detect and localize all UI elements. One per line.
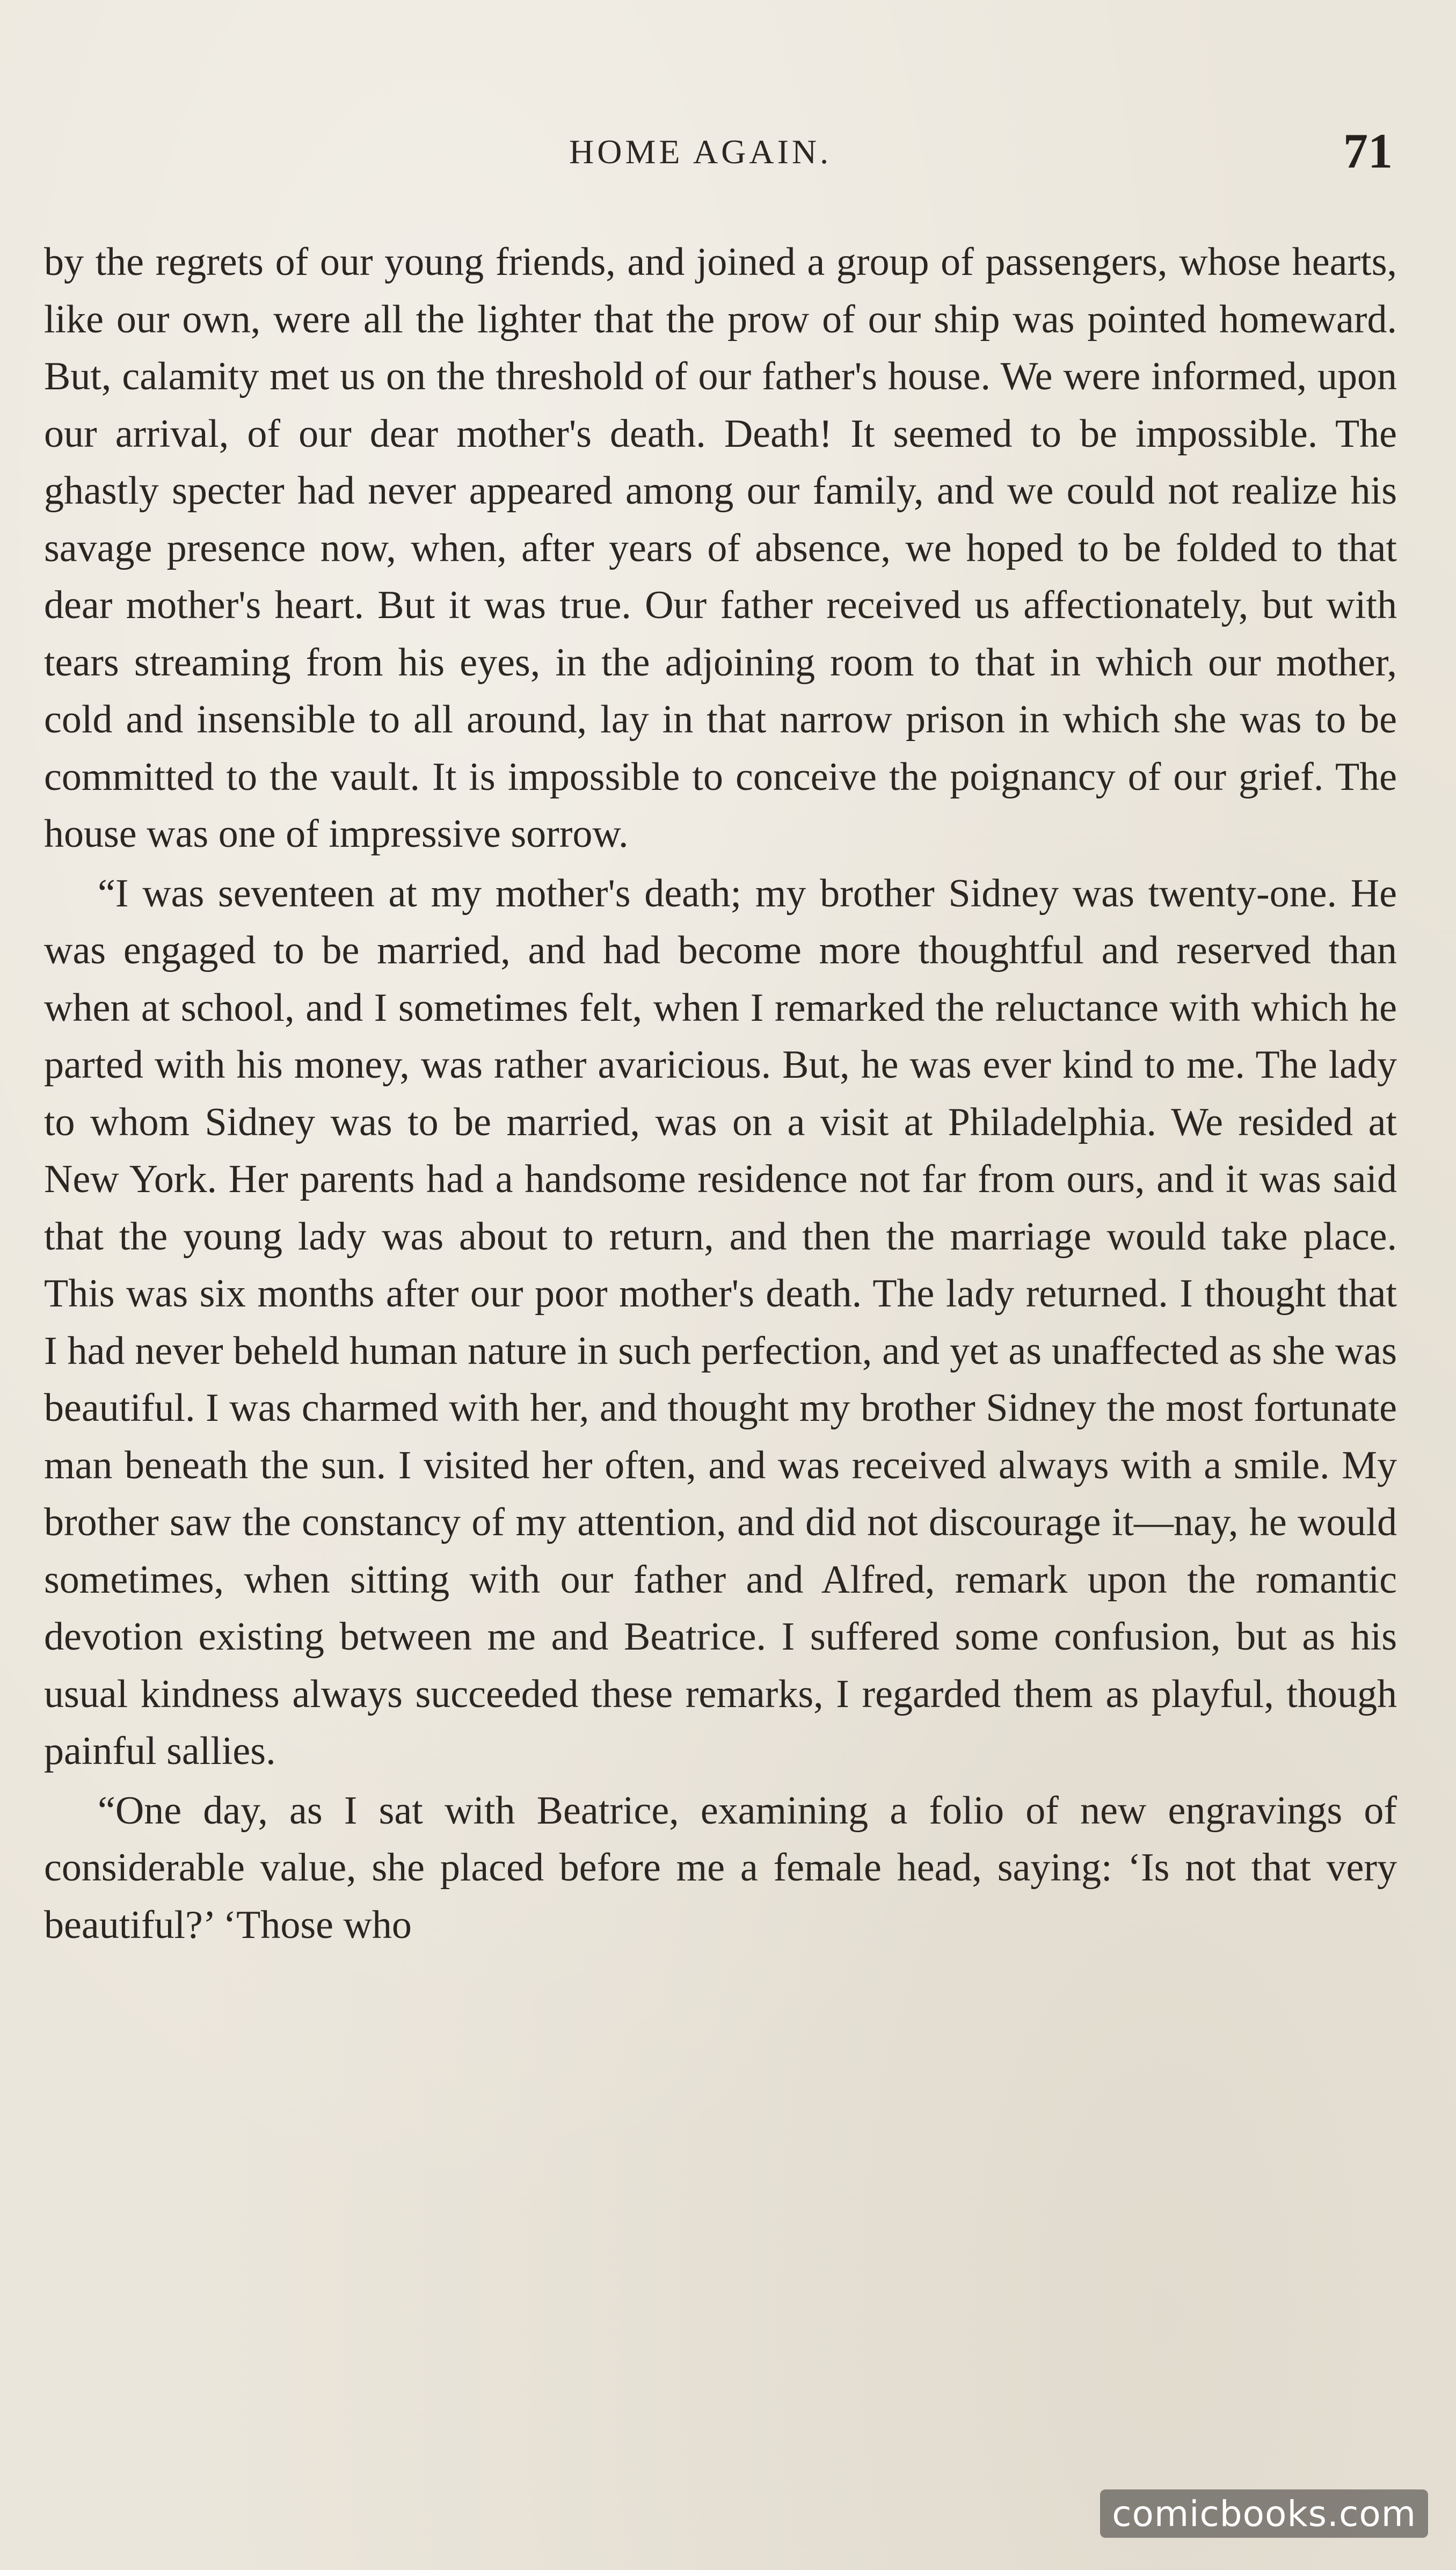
paragraph: “One day, as I sat with Beatrice, examining a folio of new engravings of considerable value, she placed before me a female head, saying: ‘Is not that very beautiful?’ ‘Those who — [44, 1788, 1397, 1947]
paragraph: by the regrets of our young friends, and joined a group of passengers, whose hearts, like our own, were all the lighter that the prow of our ship was pointed homeward. But, calamity met us on the threshold of our father's house. We were informed, upon our arrival, of our dear mother's death. Death! It seemed to be impossible. The ghastly specter had never appeared among our family, and we could not realize his savage presence now, when, after years of absence, we hoped to be folded to that dear mother's heart. But it was true. Our father received us affectionately, but with tears streaming from his eyes, in the adjoining room to that in which our mother, cold and insensible to all around, lay in that narrow prison in which she was to be committed to the vault. It is impossible to conceive the poignancy of our grief. The house was one of impressive sorrow. — [44, 240, 1397, 856]
page-number: 71 — [1343, 124, 1393, 178]
running-head — [0, 122, 1456, 182]
body-text — [44, 234, 1397, 1954]
watermark: comicbooks.com — [1100, 2489, 1428, 2538]
running-title: HOME AGAIN. — [569, 133, 832, 171]
paragraph: “I was seventeen at my mother's death; my brother Sidney was twenty-one. He was engaged to be married, and had become more thoughtful and reserved than when at school, and I sometimes felt, when I remarked the reluctance with which he parted with his money, was rather avaricious. But, he was ever kind to me. The lady to whom Sidney was to be married, was on a visit at Philadelphia. We resided at New York. Her parents had a handsome residence not far from ours, and it was said that the young lady was about to return, and then the marriage would take place. This was six months after our poor mother's death. The lady returned. I thought that I had never beheld human nature in such perfection, and yet as unaffected as she was beautiful. I was charmed with her, and thought my brother Sidney the most fortunate man beneath the sun. I visited her often, and was received always with a smile. My brother saw the constancy of my attention, and did not discourage it—nay, he would sometimes, when sitting with our father and Alfred, remark upon the romantic devotion existing between me and Beatrice. I suffered some confusion, but as his usual kindness always succeeded these remarks, I regarded them as playful, though painful sallies. — [44, 871, 1397, 1773]
